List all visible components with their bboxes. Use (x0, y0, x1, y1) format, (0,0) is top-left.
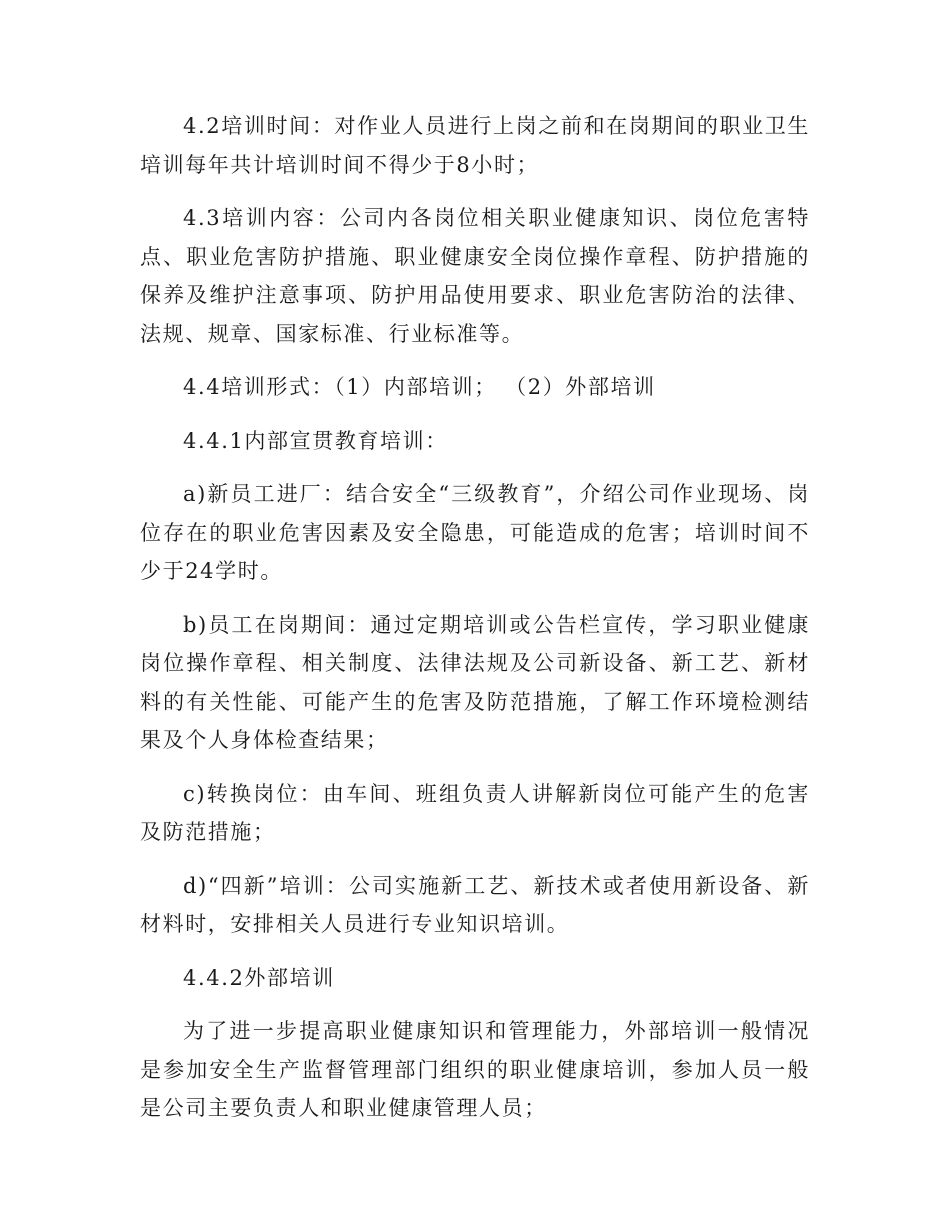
paragraph-d-four-new-training: d)“四新”培训：公司实施新工艺、新技术或者使用新设备、新材料时，安排相关人员进行专业知识培训。 (140, 873, 810, 936)
paragraph-a-new-employees: a)新员工进厂：结合安全“三级教育”，介绍公司作业现场、岗位存在的职业危害因素及安全隐患，可能造成的危害；培训时间不少于24学时。 (140, 482, 810, 583)
paragraph-4-2-training-time: 4.2培训时间：对作业人员进行上岗之前和在岗期间的职业卫生培训每年共计培训时间不得少于8小时； (140, 114, 810, 177)
paragraph-c-job-change: c)转换岗位：由车间、班组负责人讲解新岗位可能产生的危害及防范措施； (140, 781, 810, 844)
document-body (140, 107, 810, 1143)
paragraph-4-3-training-content: 4.3培训内容：公司内各岗位相关职业健康知识、岗位危害特点、职业危害防护措施、职业健康安全岗位操作章程、防护措施的保养及维护注意事项、防护用品使用要求、职业危害防治的法律、法规、规章、国家标准、行业标准等。 (140, 206, 810, 346)
paragraph-external-training-detail: 为了进一步提高职业健康知识和管理能力，外部培训一般情况是参加安全生产监督管理部门组织的职业健康培训，参加人员一般是公司主要负责人和职业健康管理人员； (140, 1019, 810, 1120)
paragraph-4-4-1-internal-training: 4.4.1内部宣贯教育培训： (183, 428, 448, 453)
paragraph-4-4-2-external-training: 4.4.2外部培训 (183, 965, 335, 990)
paragraph-4-4-training-form: 4.4培训形式：（1）内部培训； （2）外部培训 (183, 375, 656, 399)
paragraph-b-employees-on-duty: b)员工在岗期间：通过定期培训或公告栏宣传，学习职业健康岗位操作章程、相关制度、法律法规及公司新设备、新工艺、新材料的有关性能、可能产生的危害及防范措施，了解工作环境检测结果及个人身体检查结果； (140, 612, 810, 752)
